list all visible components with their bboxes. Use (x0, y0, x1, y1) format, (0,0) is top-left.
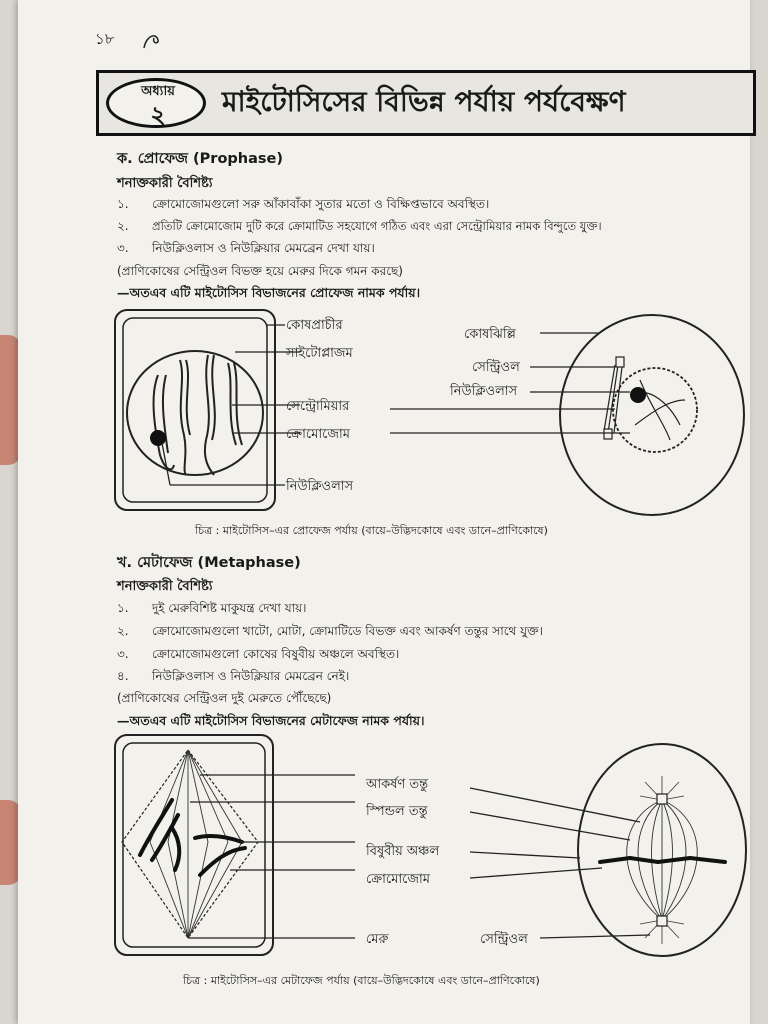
animal-cell-membrane (560, 315, 744, 515)
metaphase-point: দুই মেরুবিশিষ্ট মাকুযন্ত্র দেখা যায়। (152, 601, 307, 615)
prophase-conclusion: —অতএব এটি মাইটোসিস বিভাজনের প্রোফেজ নামক পর্যায়। (117, 285, 421, 300)
page-number: ১৮ (95, 30, 115, 48)
prophase-figure (110, 305, 750, 520)
centriole (657, 794, 667, 804)
chapter-word: অধ্যায় (141, 84, 175, 99)
point-number: ৩. (117, 241, 129, 255)
label-pole: মেরু (366, 932, 389, 947)
prophase-subheading: শনাক্তকারী বৈশিষ্ট্য (117, 176, 213, 191)
label-equatorial-region: বিষুবীয় অঞ্চল (366, 844, 440, 859)
label-chromosome: ক্রোমোজোম (286, 427, 350, 442)
point-number: ১. (117, 197, 129, 211)
metaphase-point: ক্রোমোজোমগুলো কোষের বিষুবীয় অঞ্চলে অবস্থিত। (152, 647, 400, 661)
label-cytoplasm: সাইটোপ্লাজম (286, 346, 353, 361)
animal-chromosomes (600, 858, 725, 862)
plant-cell-wall (115, 310, 275, 510)
point-number: ৩. (117, 647, 129, 661)
metaphase-heading: খ. মেটাফেজ (Metaphase) (117, 555, 301, 571)
label-chromosome: ক্রোমোজোম (366, 872, 430, 887)
metaphase-note: (প্রাণিকোষের সেন্ট্রিওল দুই মেরুতে পৌঁছেছে) (117, 691, 332, 705)
label-nucleolus: নিউক্লিওলাস (286, 479, 354, 494)
centriole (604, 429, 612, 439)
metaphase-conclusion: —অতএব এটি মাইটোসিস বিভাজনের মেটাফেজ নামক পর্যায়। (117, 713, 425, 728)
prophase-point: নিউক্লিওলাস ও নিউক্লিয়ার মেমব্রেন দেখা যায়। (152, 241, 375, 255)
point-number: ৪. (117, 669, 129, 683)
label-cell-membrane: কোষঝিল্লি (464, 327, 516, 342)
spindle-outline (122, 750, 258, 938)
label-centriole: সেন্ট্রিওল (480, 932, 528, 947)
centriole (616, 357, 624, 367)
chapter-title: মাইটোসিসের বিভিন্ন পর্যায় পর্যবেক্ষণ (222, 85, 626, 118)
asters (604, 365, 622, 433)
pen-mark (140, 30, 164, 52)
label-attraction-fiber: আকর্ষণ তন্তু (366, 777, 429, 792)
label-spindle-fiber: স্পিন্ডল তন্তু (366, 804, 428, 819)
prophase-caption: চিত্র : মাইটোসিস–এর প্রোফেজ পর্যায় (বায়ে–উদ্ভিদকোষে এবং ডানে–প্রাণিকোষে) (195, 524, 548, 537)
animal-nucleolus-dot (630, 387, 646, 403)
plant-cell-wall (115, 735, 273, 955)
prophase-note: (প্রাণিকোষের সেন্ট্রিওল বিভক্ত হয়ে মেরুর দিকে গমন করছে) (117, 264, 403, 278)
metaphase-point: নিউক্লিওলাস ও নিউক্লিয়ার মেমব্রেন নেই। (152, 669, 350, 683)
nucleolus-dot (150, 430, 166, 446)
metaphase-caption: চিত্র : মাইটোসিস–এর মেটাফেজ পর্যায় (বায়ে–উদ্ভিদকোষে এবং ডানে–প্রাণিকোষে) (183, 974, 540, 987)
chromosomes (154, 355, 242, 475)
point-number: ১. (117, 601, 129, 615)
label-cell-wall: কোষপ্রাচীর (286, 318, 343, 333)
prophase-heading: ক. প্রোফেজ (Prophase) (117, 151, 284, 167)
label-centromere: সেন্ট্রোমিয়ার (286, 399, 350, 414)
nucleus (127, 351, 263, 475)
chapter-number: ২ (150, 101, 166, 129)
prophase-point: প্রতিটি ক্রোমোজোম দুটি করে ক্রোমাটিড সহযোগে গঠিত এবং এরা সেন্ট্রোমিয়ার নামক বিন্দুতে যুক্ত। (152, 219, 602, 233)
prophase-point: ক্রোমোজোমগুলো সরু আঁকাবাঁকা সুতার মতো ও বিক্ষিপ্তভাবে অবস্থিত। (152, 197, 490, 211)
label-nucleolus-right: নিউক্লিওলাস (450, 384, 518, 399)
metaphase-point: ক্রোমোজোমগুলো খাটো, মোটা, ক্রোমাটিডে বিভক্ত এবং আকর্ষণ তন্তুর সাথে যুক্ত। (152, 624, 543, 638)
label-centriole: সেন্ট্রিওল (472, 360, 520, 375)
metaphase-subheading: শনাক্তকারী বৈশিষ্ট্য (117, 579, 213, 594)
centriole (657, 916, 667, 926)
point-number: ২. (117, 219, 129, 233)
point-number: ২. (117, 624, 129, 638)
